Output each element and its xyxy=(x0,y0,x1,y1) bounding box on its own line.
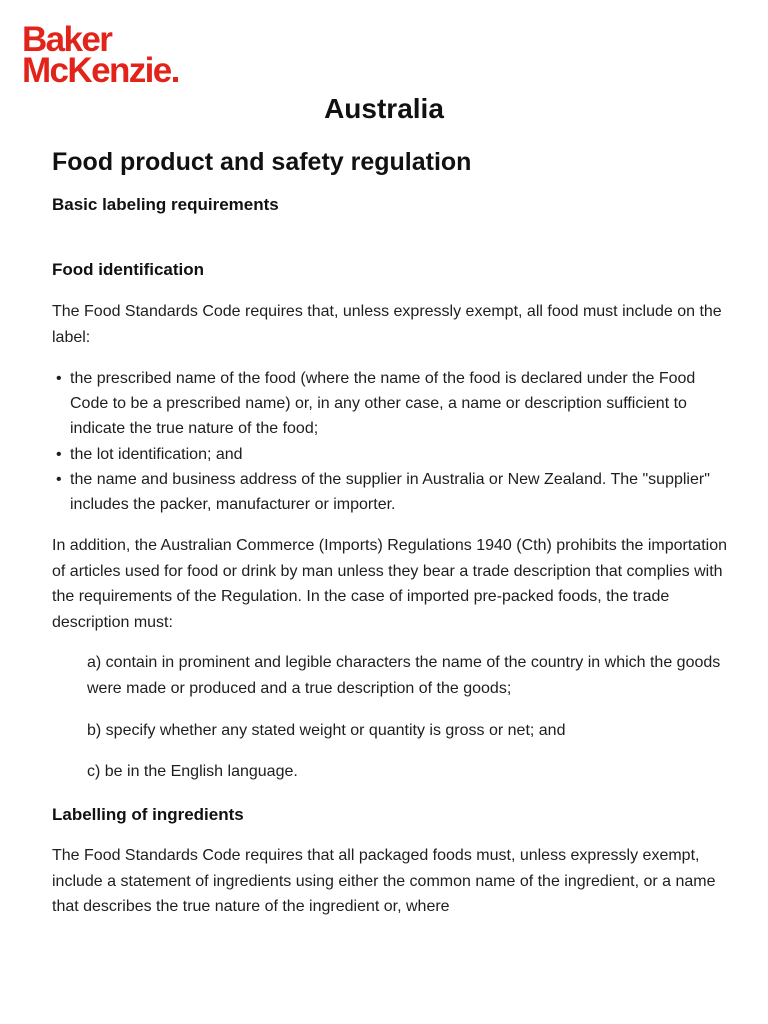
brand-logo-line2 xyxy=(22,51,178,90)
subheading-labelling-ingredients: Labelling of ingredients xyxy=(52,805,244,824)
trade-description-item-c: c) be in the English language. xyxy=(87,763,298,780)
brand-logo xyxy=(22,20,178,90)
list-item xyxy=(52,467,732,517)
brand-dot-icon xyxy=(173,77,178,82)
food-identification-list xyxy=(52,366,732,517)
subheading-food-identification: Food identification xyxy=(52,260,205,279)
food-identification-intro: The Food Standards Code requires that, unless expressly exempt, all food must include on the label: xyxy=(52,303,722,346)
bullet-icon: • xyxy=(56,370,62,387)
brand-logo-line1: Baker xyxy=(22,20,112,59)
section-heading-basic-labeling: Basic labeling requirements xyxy=(52,195,279,214)
list-item-text: the prescribed name of the food (where the name of the food is declared under the Food Code to be a prescribed name) or, in any other case, a name or description sufficient to indicate the true nature of the food; xyxy=(70,370,696,438)
brand-logo-line2-text: McKenzie xyxy=(22,51,171,90)
list-item xyxy=(52,442,732,467)
list-item-text: the name and business address of the supplier in Australia or New Zealand. The "supplier" includes the packer, manufacturer or importer. xyxy=(70,470,710,514)
trade-description-item-b: b) specify whether any stated weight or quantity is gross or net; and xyxy=(87,722,566,739)
list-item-text: the lot identification; and xyxy=(70,445,243,463)
bullet-icon: • xyxy=(56,470,62,488)
page-title: Food product and safety regulation xyxy=(52,148,472,176)
trade-description-item-a: a) contain in prominent and legible characters the name of the country in which the goods were made or produced and a true description of the goods; xyxy=(87,654,721,697)
list-item xyxy=(52,366,732,442)
country-heading: Australia xyxy=(324,93,444,124)
ingredients-paragraph: The Food Standards Code requires that all packaged foods must, unless expressly exempt, include a statement of ingredients using either the common name of the ingredient, or a name that describes the true nature of the ingredient or, where xyxy=(52,847,716,915)
import-regulations-paragraph: In addition, the Australian Commerce (Imports) Regulations 1940 (Cth) prohibits the importation of articles used for food or drink by man unless they bear a trade description that complies with the requirements of the Regulation. In the case of imported pre-packed foods, the trade description must: xyxy=(52,537,727,631)
bullet-icon: • xyxy=(56,445,62,463)
